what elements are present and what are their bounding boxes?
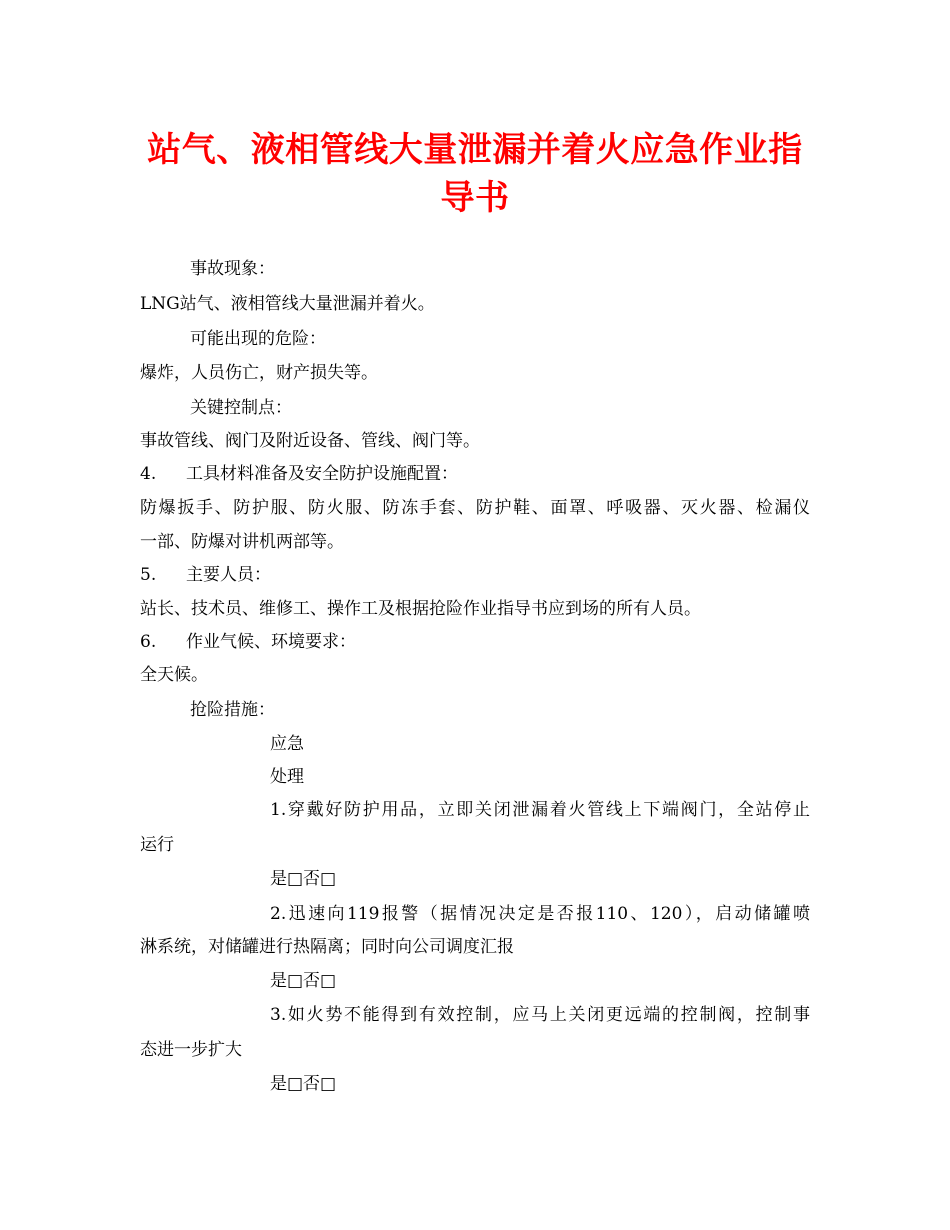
section-heading-text: 工具材料准备及安全防护设施配置： — [186, 464, 458, 484]
measure-step-2-line-2: 淋系统，对储罐进行热隔离；同时向公司调度汇报 — [140, 937, 514, 957]
measure-step-2-checkbox[interactable]: 是□否□ — [270, 971, 337, 991]
section-number: 5. — [140, 565, 157, 585]
section-heading-main-personnel — [140, 563, 271, 587]
section-body-tools-materials-line-2: 一部、防爆对讲机两部等。 — [140, 532, 344, 552]
measure-step-3-line-1: 3.如火势不能得到有效控制，应马上关闭更远端的控制阀，控制事 — [270, 1005, 810, 1025]
measure-step-3-line-2: 态进一步扩大 — [140, 1040, 242, 1060]
measures-label-line-1: 应急 — [270, 734, 304, 754]
section-heading-tools-materials — [140, 462, 458, 486]
document-title-line-2: 导书 — [440, 178, 510, 218]
section-body-accident-phenomenon: LNG站气、液相管线大量泄漏并着火。 — [140, 294, 435, 314]
measure-step-1-line-1: 1.穿戴好防护用品，立即关闭泄漏着火管线上下端阀门，全站停止 — [270, 800, 810, 820]
measures-label-line-2: 处理 — [270, 767, 304, 787]
section-body-climate-environment: 全天候。 — [140, 665, 208, 685]
measure-step-3-checkbox[interactable]: 是□否□ — [270, 1074, 337, 1094]
section-heading-accident-phenomenon: 事故现象： — [190, 259, 275, 279]
section-body-main-personnel: 站长、技术员、维修工、操作工及根据抢险作业指导书应到场的所有人员。 — [140, 599, 701, 619]
section-heading-text: 主要人员： — [186, 565, 271, 585]
section-heading-climate-environment — [140, 630, 356, 654]
measure-step-2-line-1: 2.迅速向119报警（据情况决定是否报110、120），启动储罐喷 — [270, 904, 810, 924]
section-body-possible-hazards: 爆炸，人员伤亡，财产损失等。 — [140, 363, 378, 383]
measure-step-1-checkbox[interactable]: 是□否□ — [270, 869, 337, 889]
measure-step-1-line-2: 运行 — [140, 835, 174, 855]
section-heading-possible-hazards: 可能出现的危险： — [190, 329, 326, 349]
section-heading-text: 作业气候、环境要求： — [186, 632, 356, 652]
section-number: 4. — [140, 464, 157, 484]
section-heading-key-control-points: 关键控制点： — [190, 398, 292, 418]
section-body-tools-materials-line-1: 防爆扳手、防护服、防火服、防冻手套、防护鞋、面罩、呼吸器、灭火器、检漏仪 — [140, 498, 810, 518]
section-number: 6. — [140, 632, 157, 652]
section-body-key-control-points: 事故管线、阀门及附近设备、管线、阀门等。 — [140, 431, 480, 451]
document-title-line-1: 站气、液相管线大量泄漏并着火应急作业指 — [147, 130, 803, 170]
section-heading-rescue-measures: 抢险措施： — [190, 700, 275, 720]
